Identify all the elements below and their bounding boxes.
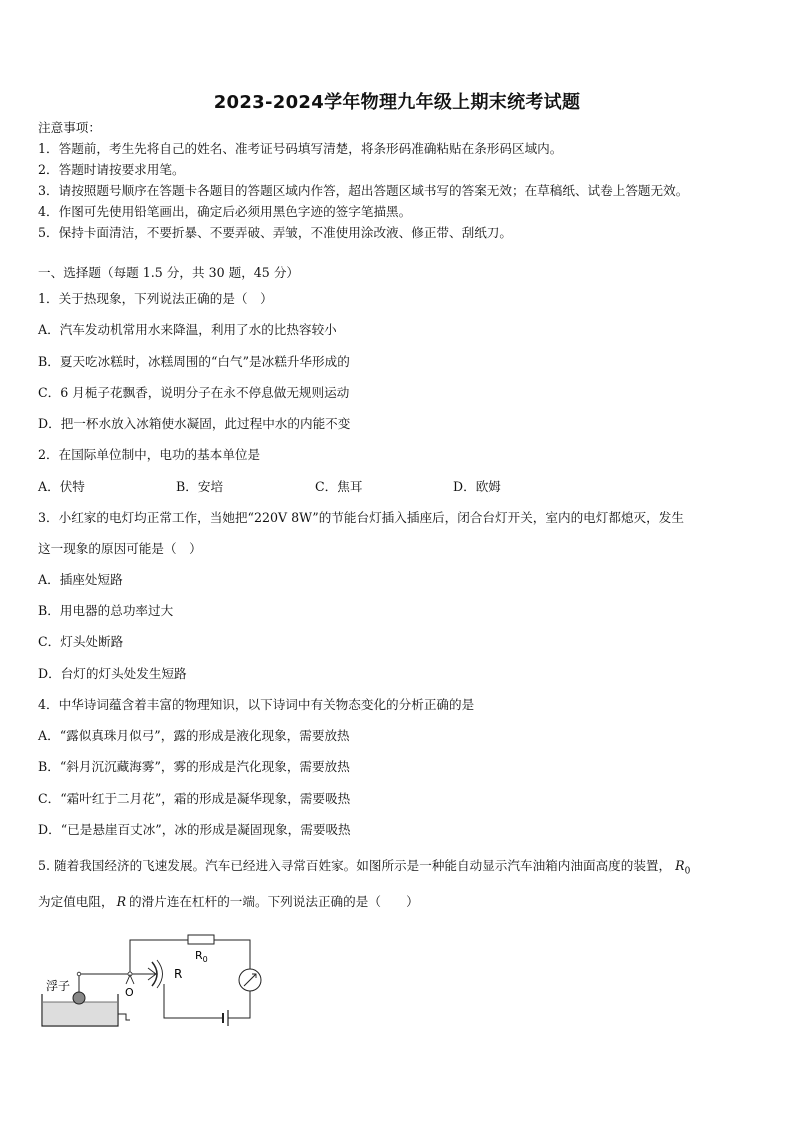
r0-letter: R xyxy=(675,858,685,873)
r-label: R xyxy=(174,967,183,981)
lever-joint xyxy=(77,972,81,976)
option-d: D．把一杯水放入冰箱使水凝固，此过程中水的内能不变 xyxy=(38,416,351,431)
stem-text: 为定值电阻， xyxy=(38,894,114,909)
option-c: C．“霜叶红于二月花”，霜的形成是凝华现象，需要吸热 xyxy=(38,791,351,806)
option-a: A．插座处短路 xyxy=(38,572,123,587)
tank-liquid xyxy=(43,1002,117,1025)
option-c: C．焦耳 xyxy=(315,479,363,494)
page-title: 2023-2024学年物理九年级上期末统考试题 xyxy=(213,92,581,113)
r-symbol: R xyxy=(116,894,127,909)
option-a: A．伏特 xyxy=(38,479,85,494)
option-a: A．汽车发动机常用水来降温，利用了水的比热容较小 xyxy=(38,322,337,337)
section-heading: 一、选择题（每题 1.5 分，共 30 题，45 分） xyxy=(38,265,300,280)
r0-label: $R_0$ xyxy=(195,949,208,964)
note-item: 4．作图可先使用铅笔画出，确定后必须用黑色字迹的签字笔描黑。 xyxy=(38,204,412,219)
note-item: 1．答题前，考生先将自己的姓名、准考证号码填写清楚，将条形码准确粘贴在条形码区域内。 xyxy=(38,141,563,156)
r0-subscript: 0 xyxy=(684,866,691,877)
note-item: 5．保持卡面清洁，不要折暴、不要弄破、弄皱，不准使用涂改液、修正带、刮纸刀。 xyxy=(38,225,512,240)
question-stem xyxy=(38,858,690,880)
option-b: B．夏天吃冰糕时，冰糕周围的“白气”是冰糕升华形成的 xyxy=(38,354,350,369)
wire-bottom-left xyxy=(164,984,223,1018)
question-stem: 4．中华诗词蕴含着丰富的物理知识，以下诗词中有关物态变化的分析正确的是 xyxy=(38,697,475,712)
option-b: B．安培 xyxy=(176,479,224,494)
float-ball xyxy=(73,992,85,1004)
notes-heading: 注意事项： xyxy=(38,120,101,135)
question-stem-continued: 这一现象的原因可能是（ ） xyxy=(38,541,202,556)
resistor-track xyxy=(157,960,163,988)
option-d: D．台灯的灯头处发生短路 xyxy=(38,666,187,681)
float-label: 浮子 xyxy=(46,979,71,993)
option-d: D．欧姆 xyxy=(453,479,501,494)
question-stem-continued xyxy=(38,894,419,910)
note-item: 3．请按照题号顺序在答题卡各题目的答题区域内作答，超出答题区域书写的答案无效；在草稿纸、试卷上答题无效。 xyxy=(38,183,689,198)
option-c: C．灯头处断路 xyxy=(38,634,124,649)
note-item: 2．答题时请按要求用笔。 xyxy=(38,162,185,177)
option-c: C．6 月栀子花飘香，说明分子在永不停息做无规则运动 xyxy=(38,385,350,400)
oil-gauge-circuit-figure xyxy=(38,928,268,1033)
outlet-pipe xyxy=(118,1014,130,1020)
r0-symbol xyxy=(675,858,691,877)
stem-text: 的滑片连在杠杆的一端。下列说法正确的是（ ） xyxy=(129,894,419,909)
option-a: A．“露似真珠月似弓”，露的形成是液化现象，需要放热 xyxy=(38,728,350,743)
stem-text: 5. 随着我国经济的飞速发展。汽车已经进入寻常百姓家。如图所示是一种能自动显示汽车油箱内油面高度的装置， xyxy=(38,858,672,873)
resistor-r0 xyxy=(188,935,214,944)
wire-right xyxy=(214,940,250,969)
wire-bottom-right xyxy=(228,991,250,1018)
question-stem: 2．在国际单位制中，电功的基本单位是 xyxy=(38,447,261,462)
question-stem: 3．小红家的电灯均正常工作，当她把“220V 8W”的节能台灯插入插座后，闭合台灯开关，室内的电灯都熄灭，发生 xyxy=(38,510,684,525)
option-b: B．用电器的总功率过大 xyxy=(38,603,174,618)
option-b: B．“斜月沉沉藏海雾”，雾的形成是汽化现象，需要放热 xyxy=(38,759,350,774)
question-stem: 1．关于热现象，下列说法正确的是（ ） xyxy=(38,291,273,306)
pivot-label: O xyxy=(125,986,134,999)
option-d: D．“已是悬崖百丈冰”，冰的形成是凝固现象，需要吸热 xyxy=(38,822,351,837)
